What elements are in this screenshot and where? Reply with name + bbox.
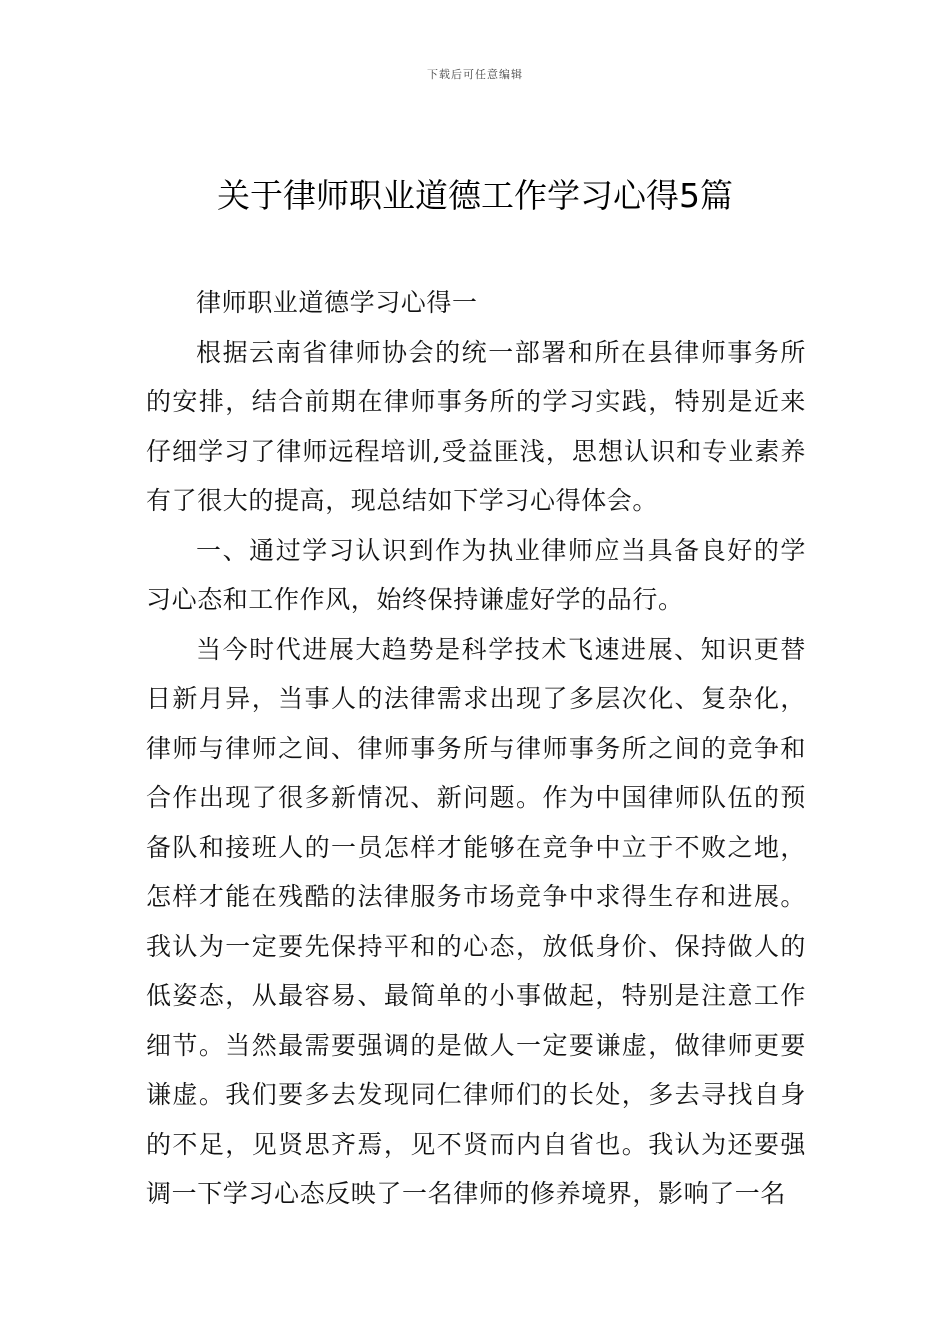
section-heading: 律师职业道德学习心得一 — [196, 288, 478, 317]
document-body — [146, 278, 806, 1219]
paragraph-body: 当今时代进展大趋势是科学技术飞速进展、知识更替日新月异，当事人的法律需求出现了多层次化、复杂化，律师与律师之间、律师事务所与律师事务所之间的竞争和合作出现了很多新情况、新问题。作为中国律师队伍的预备队和接班人的一员怎样才能够在竞争中立于不败之地，怎样才能在残酷的法律服务市场竞争中求得生存和进展。我认为一定要先保持平和的心态，放低身价、保持做人的低姿态，从最容易、最简单的小事做起，特别是注意工作细节。当然最需要强调的是做人一定要谦虚，做律师更要谦虚。我们要多去发现同仁律师们的长处，多去寻找自身的不足，见贤思齐焉，见不贤而内自省也。我认为还要强调一下学习心态反映了一名律师的修养境界，影响了一名 — [146, 634, 806, 1208]
paragraph-point-one: 一、通过学习认识到作为执业律师应当具备良好的学习心态和工作作风，始终保持谦虚好学的品行。 — [146, 535, 806, 614]
header-note: 下载后可任意编辑 — [427, 68, 523, 81]
paragraph-intro: 根据云南省律师协会的统一部署和所在县律师事务所的安排，结合前期在律师事务所的学习实践，特别是近来仔细学习了律师远程培训,受益匪浅，思想认识和专业素养有了很大的提高，现总结如下学习心得体会。 — [146, 337, 806, 515]
document-title: 关于律师职业道德工作学习心得5篇 — [217, 176, 733, 215]
